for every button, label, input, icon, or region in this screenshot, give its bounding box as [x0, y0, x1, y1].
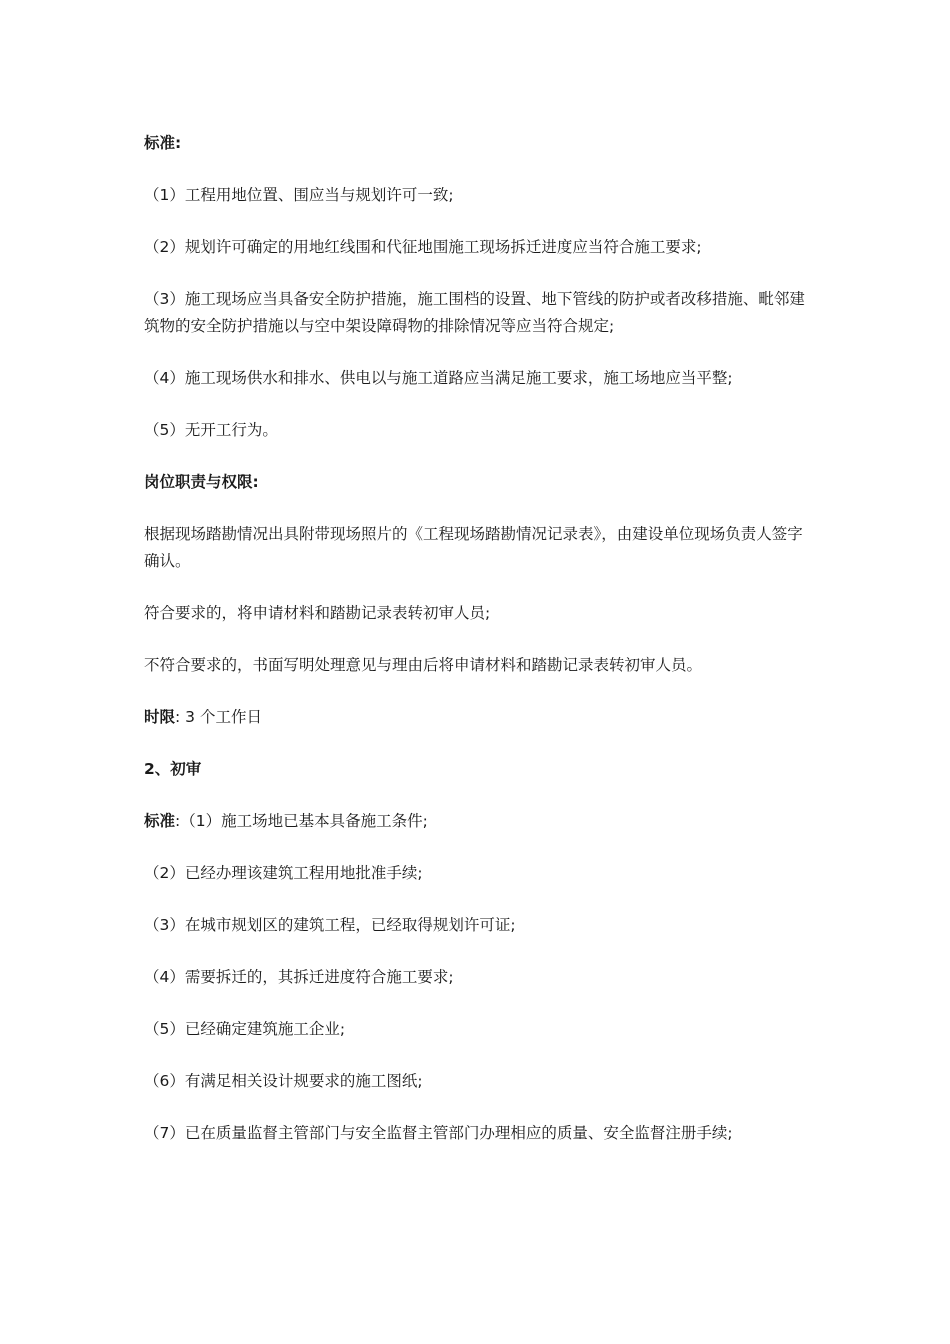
standard-item-4: （4）施工现场供水和排水、供电以与施工道路应当满足施工要求，施工场地应当平整; — [144, 369, 733, 387]
time-limit-label: 时限 — [144, 708, 176, 726]
initial-standard-item-2: （2）已经办理该建筑工程用地批准手续; — [144, 864, 423, 882]
standard-item-3: （3）施工现场应当具备安全防护措施，施工围档的设置、地下管线的防护或者改移措施、毗邻建筑物的安全防护措施以与空中架设障碍物的排除情况等应当符合规定; — [144, 290, 805, 335]
initial-standard-item-5: （5）已经确定建筑施工企业; — [144, 1020, 346, 1038]
document-page — [144, 130, 809, 1172]
time-limit — [144, 704, 809, 731]
initial-standard-item-1: :（1）施工场地已基本具备施工条件; — [175, 812, 428, 830]
standard-item-2: （2）规划许可确定的用地红线围和代征地围施工现场拆迁进度应当符合施工要求; — [144, 238, 702, 256]
standard-item-1: （1）工程用地位置、围应当与规划许可一致; — [144, 186, 454, 204]
duty-paragraph-2: 符合要求的，将申请材料和踏勘记录表转初审人员; — [144, 604, 491, 622]
standard-label: 标准: — [144, 134, 182, 152]
initial-standard-line — [144, 808, 809, 835]
duty-label: 岗位职责与权限: — [144, 473, 259, 491]
initial-standard-item-6: （6）有满足相关设计规要求的施工图纸; — [144, 1072, 423, 1090]
initial-standard-label: 标准 — [144, 812, 176, 830]
initial-standard-item-3: （3）在城市规划区的建筑工程，已经取得规划许可证; — [144, 916, 516, 934]
time-limit-value: : 3 个工作日 — [175, 708, 262, 726]
initial-standard-item-7: （7）已在质量监督主管部门与安全监督主管部门办理相应的质量、安全监督注册手续; — [144, 1124, 733, 1142]
section-heading-initial-review: 2、初审 — [144, 760, 202, 778]
duty-paragraph-3: 不符合要求的，书面写明处理意见与理由后将申请材料和踏勘记录表转初审人员。 — [144, 656, 703, 674]
initial-standard-item-4: （4）需要拆迁的，其拆迁进度符合施工要求; — [144, 968, 454, 986]
standard-item-5: （5）无开工行为。 — [144, 421, 278, 439]
duty-paragraph-1: 根据现场踏勘情况出具附带现场照片的《工程现场踏勘情况记录表》，由建设单位现场负责人签字确认。 — [144, 525, 803, 570]
